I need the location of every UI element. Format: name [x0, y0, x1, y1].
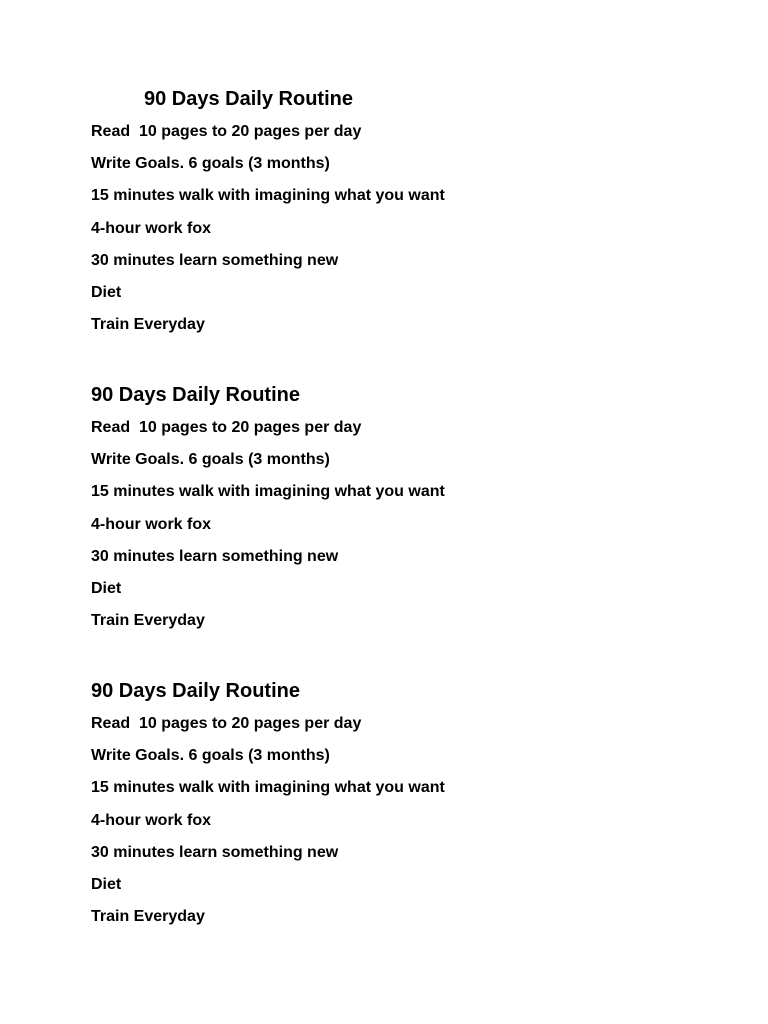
routine-item: 30 minutes learn something new: [91, 547, 339, 565]
routine-list: [91, 418, 691, 643]
routine-item: 30 minutes learn something new: [91, 251, 339, 269]
routine-section: [91, 382, 691, 643]
section-title: 90 Days Daily Routine: [144, 88, 353, 110]
routine-item: Write Goals. 6 goals (3 months): [91, 451, 330, 469]
routine-item: 15 minutes walk with imagining what you want: [91, 483, 445, 501]
routine-item: 15 minutes walk with imagining what you want: [91, 779, 445, 797]
routine-list: [91, 122, 691, 347]
routine-item: Write Goals. 6 goals (3 months): [91, 155, 330, 173]
routine-item: Write Goals. 6 goals (3 months): [91, 747, 330, 765]
routine-item: 4-hour work fox: [91, 219, 212, 237]
routine-list: [91, 714, 691, 939]
routine-item: Train Everyday: [91, 612, 205, 630]
routine-item: 4-hour work fox: [91, 515, 212, 533]
routine-item: Diet: [91, 875, 122, 893]
routine-item: 30 minutes learn something new: [91, 843, 339, 861]
routine-item: Train Everyday: [91, 316, 205, 334]
routine-item: 15 minutes walk with imagining what you want: [91, 187, 445, 205]
section-title: 90 Days Daily Routine: [91, 680, 300, 702]
routine-section: [91, 678, 691, 939]
routine-item: Read 10 pages to 20 pages per day: [91, 715, 362, 732]
routine-item: Read 10 pages to 20 pages per day: [91, 419, 362, 436]
routine-section: [91, 86, 691, 347]
routine-item: Read 10 pages to 20 pages per day: [91, 123, 362, 140]
section-title: 90 Days Daily Routine: [91, 384, 300, 406]
routine-item: 4-hour work fox: [91, 811, 212, 829]
routine-item: Train Everyday: [91, 908, 205, 926]
routine-item: Diet: [91, 579, 122, 597]
routine-item: Diet: [91, 283, 122, 301]
